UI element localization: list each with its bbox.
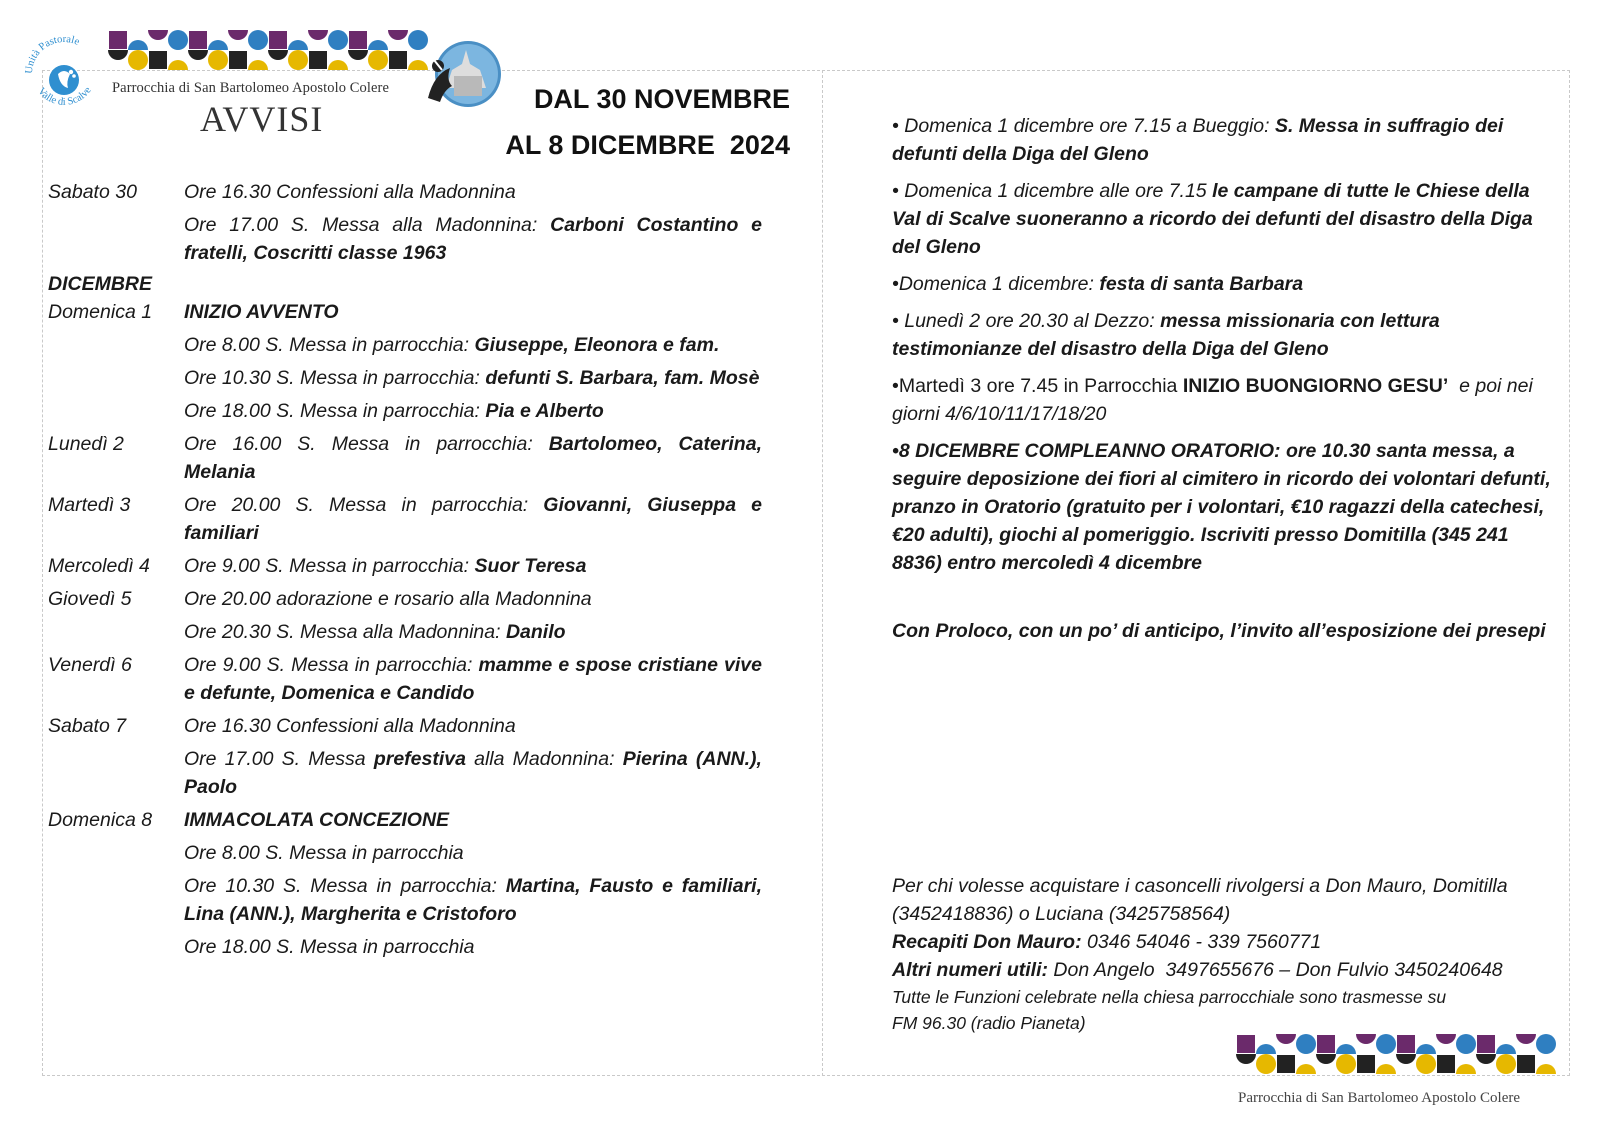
mosaic-tile: [1376, 1064, 1396, 1074]
schedule-entry: [184, 872, 762, 928]
schedule-entry: [184, 651, 762, 707]
schedule-entry: [184, 839, 762, 867]
mosaic-tile: [1517, 1055, 1535, 1073]
recapiti-line: [892, 928, 1562, 956]
date-range-line2: AL 8 DICEMBRE 2024: [505, 130, 790, 160]
mosaic-tile: [288, 50, 308, 70]
mosaic-tile: [1476, 1054, 1496, 1064]
entry-intention: Pierina (ANN.), Paolo: [184, 748, 762, 798]
mosaic-tile: [368, 40, 388, 50]
parish-name-footer: Parrocchia di San Bartolomeo Apostolo Colere: [1238, 1090, 1521, 1106]
mosaic-tile: [1516, 1034, 1536, 1044]
mosaic-tile: [1236, 1054, 1256, 1064]
liturgical-title: INIZIO AVVENTO: [184, 301, 339, 323]
entry-intention: Danilo: [505, 621, 566, 643]
entry-emphasis: prefestiva: [373, 748, 466, 770]
mosaic-tile: [1316, 1054, 1336, 1064]
mosaic-tile: [1496, 1054, 1516, 1074]
schedule-entry: [184, 211, 762, 267]
mosaic-tile: [1336, 1054, 1356, 1074]
entry-text: Ore 20.00 adorazione e rosario alla Madonnina: [184, 588, 592, 610]
mosaic-tile: [288, 40, 308, 50]
notice-item: [892, 270, 1554, 298]
notice-text: • Domenica 1 dicembre ore 7.15 a Bueggio:: [892, 115, 1275, 137]
column-divider: [822, 70, 823, 1076]
schedule-entry: [184, 552, 762, 580]
mosaic-tile: [228, 30, 248, 40]
notice-text: •Domenica 1 dicembre:: [892, 273, 1100, 295]
mosaic-tile: [188, 50, 208, 60]
notice-text: • Domenica 1 dicembre alle ore 7.15: [892, 180, 1213, 202]
mosaic-tile: [1277, 1055, 1295, 1073]
entry-text: Ore 16.30 Confessioni alla Madonnina: [184, 181, 516, 203]
entry-intention: Giovanni, Giuseppa e familiari: [184, 494, 762, 544]
mosaic-tile: [1336, 1044, 1356, 1054]
mosaic-tile: [168, 60, 188, 70]
contact-info: [892, 872, 1562, 1036]
schedule-entry: [184, 618, 762, 646]
mosaic-tile: [1536, 1034, 1556, 1054]
schedule-day-venerdi-6: [48, 651, 762, 707]
schedule-day-domenica-8: [48, 806, 762, 961]
mosaic-tile: [348, 50, 368, 60]
altri-numeri-label: Altri numeri utili:: [892, 959, 1048, 981]
altri-numeri-line: [892, 956, 1562, 984]
schedule-day-giovedi-5: [48, 585, 762, 646]
schedule-day-lunedi-2: [48, 430, 762, 486]
schedule-day-domenica-1: [48, 298, 762, 425]
schedule-day-sabato-7: [48, 712, 762, 801]
mosaic-tile: [1536, 1064, 1556, 1074]
notice-highlight: INIZIO BUONGIORNO GESU’: [1182, 375, 1449, 397]
month-heading: DICEMBRE: [48, 273, 153, 295]
notice-item: [892, 307, 1554, 363]
mosaic-tile: [108, 50, 128, 60]
schedule-entry: [184, 397, 762, 425]
mosaic-tile: [1317, 1035, 1335, 1053]
notice-highlight: le campane di tutte le Chiese della Val di Scalve suoneranno a ricordo dei defunti del disastro della Diga del Gleno: [892, 180, 1533, 258]
entry-text: Ore 18.00 S. Messa in parrocchia:: [184, 400, 486, 422]
entry-intention: mamme e spose cristiane vive e defunte, Domenica e Candido: [184, 654, 762, 704]
date-range-line1: DAL 30 NOVEMBRE: [533, 84, 790, 114]
entry-text: Ore 8.00 S. Messa in parrocchia: [184, 842, 464, 864]
mosaic-tile: [1237, 1035, 1255, 1053]
notice-highlight: messa missionaria con lettura testimonianze del disastro della Diga del Gleno: [892, 310, 1440, 360]
mosaic-tile: [1256, 1054, 1276, 1074]
day-label: Domenica 1: [48, 301, 153, 323]
entry-intention: Bartolomeo, Caterina, Melania: [184, 433, 762, 483]
entry-text: Ore 8.00 S. Messa in parrocchia:: [184, 334, 475, 356]
notice-item-oratorio: •8 DICEMBRE COMPLEANNO ORATORIO: ore 10.30 santa messa, a seguire deposizione dei fiori al cimitero in ricordo dei volontari defunti, pranzo in Oratorio (gratuito per i volontari, €10 ragazzi della catechesi, €20 adulti), giochi al pomeriggio. Iscriviti presso Domitilla (345 241 8836) entro mercoledì 4 dicembre: [892, 440, 1551, 574]
day-label: Lunedì 2: [48, 433, 124, 455]
date-range: [500, 76, 790, 168]
mosaic-tile: [1416, 1054, 1436, 1074]
notice-text: •Martedì 3 ore 7.45 in Parrocchia: [892, 375, 1183, 397]
church-bell-logo: [424, 36, 504, 118]
mosaic-tile: [1456, 1064, 1476, 1074]
mosaic-tile: [349, 31, 367, 49]
mosaic-tile: [248, 60, 268, 70]
liturgical-title: IMMACOLATA CONCEZIONE: [184, 809, 450, 831]
mosaic-tile: [149, 51, 167, 69]
mosaic-tile: [389, 51, 407, 69]
mosaic-tile: [1356, 1034, 1376, 1044]
entry-intention: Giuseppe, Eleonora e fam.: [474, 334, 720, 356]
notice-item: [892, 112, 1554, 168]
mosaic-tile: [1256, 1044, 1276, 1054]
entry-text: Ore 16.30 Confessioni alla Madonnina: [184, 715, 516, 737]
pastoral-unit-logo: [24, 28, 104, 118]
logo-text-top: Unità Pastorale: [24, 33, 81, 75]
day-label: Domenica 8: [48, 809, 153, 831]
schedule-entry: [184, 178, 762, 206]
mosaic-tile: [208, 50, 228, 70]
mosaic-tile: [268, 50, 288, 60]
day-label: Martedì 3: [48, 494, 131, 516]
entry-text: Ore 16.00 S. Messa in parrocchia:: [184, 433, 549, 455]
radio-line-1: Tutte le Funzioni celebrate nella chiesa parrocchiale sono trasmesse su: [892, 987, 1447, 1007]
recapiti-value: 0346 54046 - 339 7560771: [1081, 931, 1322, 953]
entry-text: Ore 9.00 S. Messa in parrocchia:: [184, 654, 479, 676]
entry-text: Ore 9.00 S. Messa in parrocchia:: [184, 555, 475, 577]
entry-intention: defunti S. Barbara, fam. Mosè: [485, 367, 760, 389]
notices-list: [892, 112, 1554, 586]
radio-line-2: FM 96.30 (radio Pianeta): [892, 1013, 1086, 1033]
mosaic-tile: [128, 50, 148, 70]
mosaic-tile: [1376, 1034, 1396, 1054]
mosaic-tile: [1496, 1044, 1516, 1054]
mosaic-tile: [309, 51, 327, 69]
mass-schedule: [48, 178, 762, 966]
entry-intention: Carboni Costantino e fratelli, Coscritti classe 1963: [184, 214, 763, 264]
schedule-entry: [184, 491, 762, 547]
schedule-entry: [184, 933, 762, 961]
mosaic-tile: [308, 30, 328, 40]
notice-text: • Lunedì 2 ore 20.30 al Dezzo:: [892, 310, 1161, 332]
mosaic-tile: [1396, 1054, 1416, 1064]
logo-text-bottom: Valle di Scalve: [35, 85, 94, 108]
entry-intention: Martina, Fausto e familiari, Lina (ANN.), Margherita e Cristoforo: [184, 875, 762, 925]
schedule-entry: [184, 430, 762, 486]
parish-name-header: Parrocchia di San Bartolomeo Apostolo Colere: [112, 80, 390, 96]
mosaic-tile: [1436, 1034, 1456, 1044]
mosaic-banner-top: [108, 30, 438, 74]
page-title: AVVISI: [200, 99, 324, 139]
day-label: Mercoledì 4: [48, 555, 150, 577]
altri-numeri-value: Don Angelo 3497655676 – Don Fulvio 3450240648: [1048, 959, 1503, 981]
day-label: Venerdì 6: [48, 654, 132, 676]
mosaic-tile: [1397, 1035, 1415, 1053]
entry-text: Ore 20.00 S. Messa in parrocchia:: [184, 494, 544, 516]
mosaic-tile: [248, 30, 268, 50]
notice-item: [892, 372, 1554, 428]
notice-text: e poi nei giorni 4/6/10/11/17/18/20: [892, 375, 1539, 425]
mosaic-tile: [388, 30, 408, 40]
entry-intention: Pia e Alberto: [485, 400, 604, 422]
schedule-entry: [184, 331, 762, 359]
proloco-notice: Con Proloco, con un po’ di anticipo, l’invito all’esposizione dei presepi: [892, 620, 1546, 642]
entry-text: Ore 17.00 S. Messa alla Madonnina:: [184, 214, 551, 236]
schedule-entry: [184, 745, 762, 801]
mosaic-tile: [1276, 1034, 1296, 1044]
mosaic-tile: [1456, 1034, 1476, 1054]
mosaic-tile: [229, 51, 247, 69]
mosaic-tile: [148, 30, 168, 40]
mosaic-tile: [1416, 1044, 1436, 1054]
schedule-day-martedi-3: [48, 491, 762, 547]
recapiti-label: Recapiti Don Mauro:: [892, 931, 1082, 953]
mosaic-tile: [269, 31, 287, 49]
mosaic-tile: [168, 30, 188, 50]
entry-text: Ore 20.30 S. Messa alla Madonnina:: [184, 621, 506, 643]
mosaic-tile: [368, 50, 388, 70]
schedule-entry: [184, 585, 762, 613]
schedule-entry: [184, 364, 762, 392]
notice-item: [892, 177, 1554, 261]
entry-intention: Suor Teresa: [474, 555, 587, 577]
entry-text: Ore 17.00 S. Messa: [184, 748, 374, 770]
entry-text: Ore 10.30 S. Messa in parrocchia:: [184, 875, 506, 897]
mosaic-tile: [328, 60, 348, 70]
day-label: Sabato 7: [48, 715, 127, 737]
mosaic-tile: [128, 40, 148, 50]
mosaic-banner-bottom: [1236, 1034, 1566, 1084]
casoncelli-notice: Per chi volesse acquistare i casoncelli rivolgersi a Don Mauro, Domitilla (3452418836) o Luciana (3425758564): [892, 875, 1508, 925]
mosaic-tile: [189, 31, 207, 49]
notice-highlight: S. Messa in suffragio dei defunti della Diga del Gleno: [892, 115, 1504, 165]
mosaic-tile: [1437, 1055, 1455, 1073]
schedule-entry: [184, 712, 762, 740]
mosaic-tile: [109, 31, 127, 49]
day-label: Sabato 30: [48, 181, 137, 203]
day-label: Giovedì 5: [48, 588, 132, 610]
entry-text: Ore 18.00 S. Messa in parrocchia: [184, 936, 475, 958]
mosaic-tile: [1296, 1064, 1316, 1074]
notice-highlight: festa di santa Barbara: [1099, 273, 1304, 295]
mosaic-tile: [1477, 1035, 1495, 1053]
mosaic-tile: [1296, 1034, 1316, 1054]
schedule-day-mercoledi-4: [48, 552, 762, 580]
mosaic-tile: [1357, 1055, 1375, 1073]
entry-text: Ore 10.30 S. Messa in parrocchia:: [184, 367, 486, 389]
schedule-day-sabato-30: [48, 178, 762, 267]
entry-text: alla Madonnina:: [465, 748, 623, 770]
mosaic-tile: [328, 30, 348, 50]
mosaic-tile: [208, 40, 228, 50]
